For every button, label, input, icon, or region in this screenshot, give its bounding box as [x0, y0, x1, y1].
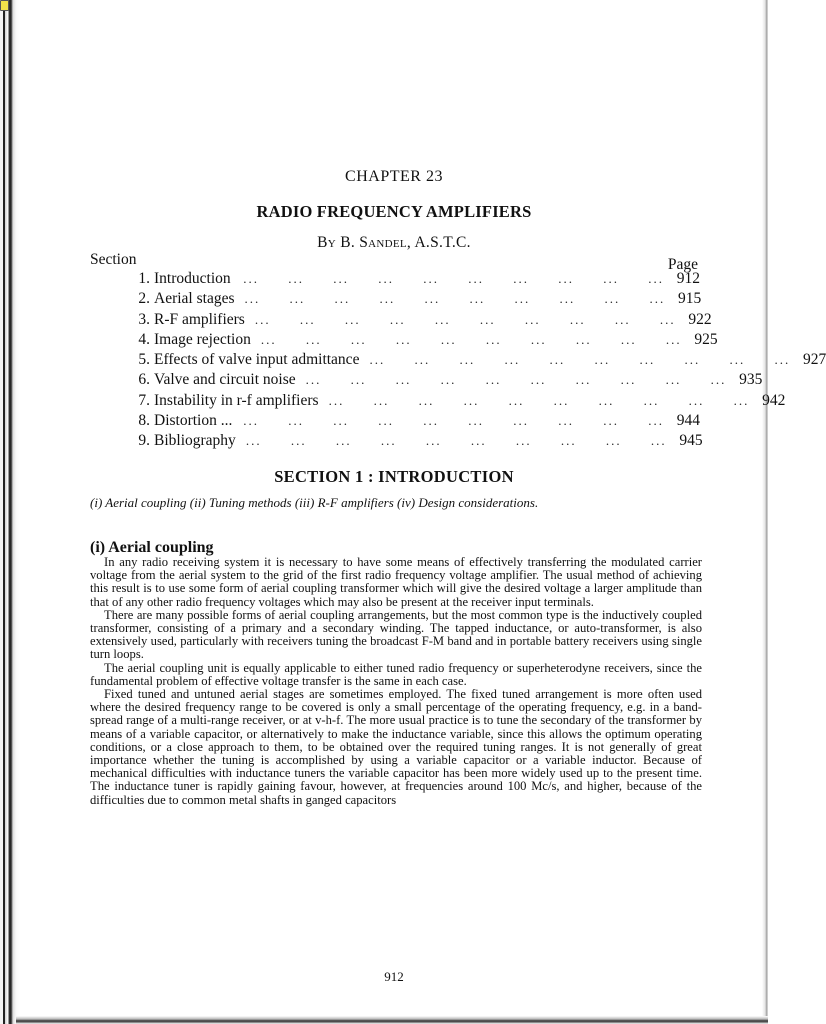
toc-leader-dots: ... ... ... ... ... ... ... ... ... ...	[305, 372, 727, 388]
toc-entry-page: 945	[679, 432, 703, 450]
book-binding	[0, 0, 20, 1024]
toc-entry-label: Aerial stages	[154, 290, 235, 308]
paragraph: In any radio receiving system it is necessary to have some means of effectively transferring the modulated carrier voltage from the aerial system to the grid of the first radio frequency voltage amplifier. The usual method of achieving this result is to use some form of aerial coupling transformer which will give the desired voltage a larger amplitude than that of any other radio frequency voltages which may also be present at the receiver input terminals.	[90, 555, 702, 609]
subheading: (i) Aerial coupling	[90, 539, 214, 556]
page-edge-bottom	[16, 1016, 768, 1024]
toc-leader-dots: ... ... ... ... ... ... ... ... ... ...	[254, 311, 676, 327]
toc-entry-page: 944	[676, 412, 700, 430]
section-subtopics: (i) Aerial coupling (ii) Tuning methods (iii) R-F amplifiers (iv) Design considerations.	[90, 495, 539, 510]
toc-entry-label: Valve and circuit noise	[154, 371, 296, 389]
toc-leader-dots: ... ... ... ... ... ... ... ... ... ...	[328, 392, 750, 408]
toc-entry[interactable]	[118, 371, 763, 391]
toc-entry-label: Image rejection	[154, 330, 251, 348]
author-by: By	[317, 234, 337, 251]
toc-entry-number: 6.	[138, 371, 150, 389]
toc-entry[interactable]	[118, 290, 700, 310]
toc-entry-number: 5.	[138, 351, 150, 369]
toc-entry[interactable]	[118, 330, 718, 351]
toc-entry-label: Introduction	[154, 270, 231, 287]
toc-entry-label: Effects of valve input admittance	[154, 351, 360, 369]
toc-entry-label: Distortion ...	[154, 412, 233, 430]
toc-entry-number: 9.	[138, 432, 150, 450]
author-name: B. Sandel,	[340, 234, 412, 251]
chapter-label: CHAPTER 23	[345, 168, 443, 185]
toc-leader-dots: ... ... ... ... ... ... ... ... ... ...	[369, 352, 791, 368]
bookmark-tab-icon[interactable]	[0, 0, 9, 11]
paragraph: Fixed tuned and untuned aerial stages are sometimes employed. The fixed tuned arrangement is more often used where the desired frequency range to be covered is only a small percentage of the operating frequency, e.g. in a band-spread range of a multi-range receiver, or at v-h-f. The more usual practice is to tune the secondary of the transformer by means of a variable capacitor, or alternatively to make the inductance variable, since this allows the optimum operating conditions, or a close approach to them, to be obtained over the required tuning ranges. It is not generally of great importance whether the tuning is accomplished by using a variable capacitor or a variable inductor. Because of mechanical difficulties with inductance tuners the variable capacitor has been more widely used up to the present time. The inductance tuner is rapidly gaining favour, however, at frequencies around 100 Mc/s, and higher, because of the difficulties due to common metal shafts in ganged capacitors	[90, 687, 702, 807]
page-number: 912	[384, 969, 404, 984]
toc-entry[interactable]	[118, 270, 700, 290]
toc-leader-dots: ... ... ... ... ... ... ... ... ... ...	[243, 413, 664, 429]
toc-leader-dots: ... ... ... ... ... ... ... ... ... ...	[245, 433, 667, 449]
toc-entry-label: R-F amplifiers	[154, 310, 245, 328]
toc-entry[interactable]	[118, 351, 826, 371]
body-text	[90, 556, 702, 807]
table-of-contents	[118, 270, 826, 453]
toc-entry-label: Instability in r-f amplifiers	[154, 391, 319, 409]
toc-entry-page: 922	[688, 310, 712, 328]
toc-page-header: Page	[667, 256, 698, 273]
toc-entry[interactable]	[118, 432, 703, 452]
toc-entry[interactable]	[118, 310, 712, 331]
toc-section-header: Section	[90, 251, 137, 268]
toc-leader-dots: ... ... ... ... ... ... ... ... ... ...	[260, 331, 682, 347]
toc-entry-number: 2.	[138, 290, 150, 308]
paragraph: There are many possible forms of aerial coupling arrangements, but the most common type is the inductively coupled transformer, consisting of a primary and a secondary winding. The tapped inductance, or auto-transformer, is also extensively used, particularly with receivers tuning the broadcast F-M band and in portable battery receivers using single turn loops.	[90, 607, 702, 662]
toc-entry[interactable]	[118, 391, 786, 412]
toc-entry-page: 942	[762, 391, 786, 409]
toc-leader-dots: ... ... ... ... ... ... ... ... ... ...	[244, 291, 666, 307]
toc-entry-page: 915	[677, 290, 702, 308]
section-title: SECTION 1 : INTRODUCTION	[274, 467, 514, 486]
author-line	[86, 234, 702, 252]
author-credentials: A.S.T.C.	[414, 234, 471, 251]
toc-leader-dots: ... ... ... ... ... ... ... ... ... ...	[243, 271, 664, 286]
toc-entry-page: 912	[676, 270, 700, 287]
toc-entry-number: 4.	[138, 330, 150, 348]
toc-entry-page: 927	[802, 351, 826, 369]
toc-entry-label: Bibliography	[154, 432, 236, 450]
paragraph: The aerial coupling unit is equally applicable to either tuned radio frequency or superheterodyne receivers, since the fundamental problem of effective voltage transfer is the same in each case.	[90, 660, 702, 688]
toc-entry-number: 8.	[138, 412, 150, 430]
toc-entry-number: 1.	[138, 270, 150, 287]
toc-entry-number: 7.	[138, 391, 150, 409]
toc-entry-page: 925	[694, 330, 718, 348]
toc-entry-number: 3.	[138, 310, 150, 328]
toc-entry[interactable]	[118, 412, 700, 432]
page-edge-right	[762, 0, 768, 1024]
chapter-title: RADIO FREQUENCY AMPLIFIERS	[256, 202, 532, 221]
toc-entry-page: 935	[739, 371, 763, 389]
